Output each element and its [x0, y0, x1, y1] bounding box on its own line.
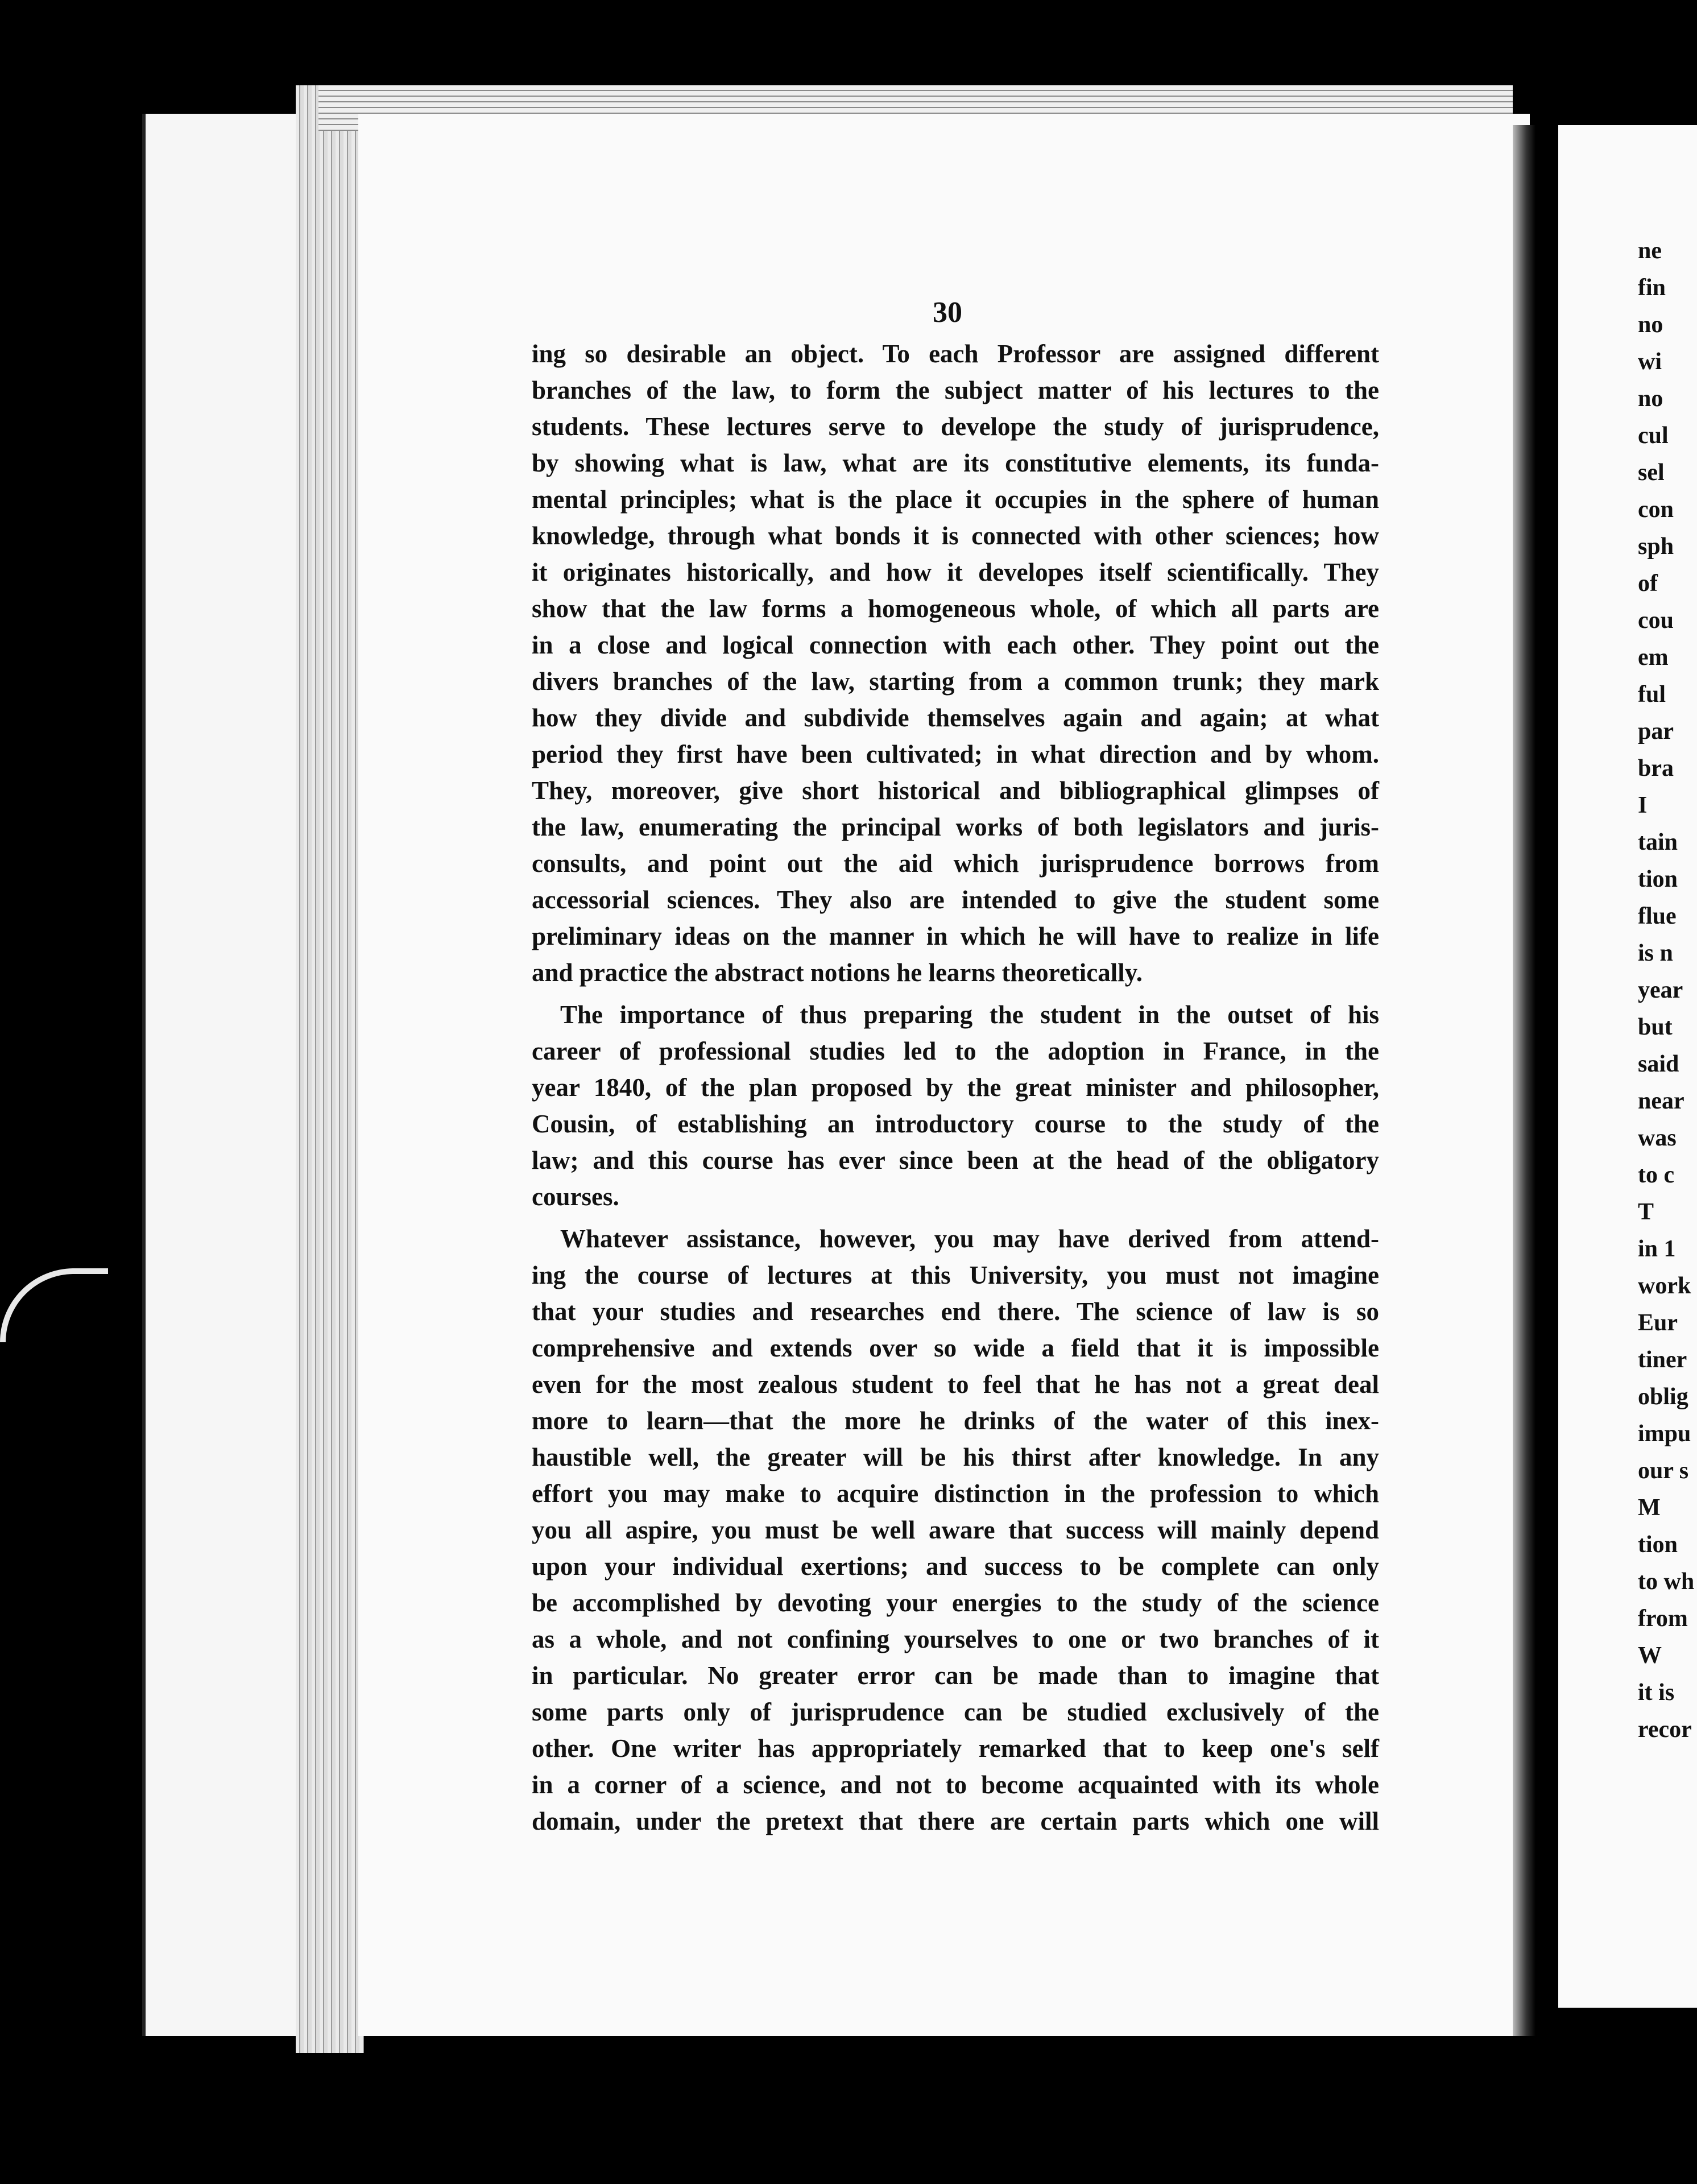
page-body-text — [532, 336, 1379, 1845]
facing-page-fragment: tain — [1638, 829, 1678, 855]
text-line: upon your individual exertions; and success to be complete can only — [532, 1552, 1379, 1581]
text-line: show that the law forms a homogeneous whole, of which all parts are — [532, 594, 1379, 623]
facing-page-fragment: from — [1638, 1606, 1688, 1632]
facing-page-fragment: fin — [1638, 275, 1666, 301]
facing-page-fragment: con — [1638, 497, 1674, 523]
text-line: by showing what is law, what are its constitutive elements, its funda- — [532, 449, 1379, 477]
facing-page-fragment: year — [1638, 977, 1683, 1003]
clip-mark — [0, 1268, 108, 1342]
book-gutter — [1513, 125, 1535, 2036]
paragraph — [532, 1221, 1379, 1839]
text-line: knowledge, through what bonds it is connected with other sciences; how — [532, 522, 1379, 550]
facing-page-fragment: to wh — [1638, 1569, 1695, 1595]
text-line: consults, and point out the aid which jurisprudence borrows from — [532, 849, 1379, 878]
text-line: in particular. No greater error can be made than to imagine that — [532, 1661, 1379, 1690]
facing-page-fragment: work — [1638, 1273, 1691, 1299]
facing-page-fragment: M — [1638, 1495, 1661, 1521]
facing-page-fragment: but — [1638, 1014, 1673, 1040]
facing-page-fragment: said — [1638, 1051, 1679, 1077]
text-line: more to learn—that the more he drinks of the water of this inex- — [532, 1407, 1379, 1435]
text-line: in a corner of a science, and not to become acquainted with its whole — [532, 1771, 1379, 1799]
page-number: 30 — [933, 296, 962, 329]
facing-page-fragment: to c — [1638, 1162, 1675, 1188]
facing-page-fragment: I — [1638, 792, 1648, 818]
text-line: mental principles; what is the place it occupies in the sphere of human — [532, 485, 1379, 514]
text-line: and practice the abstract notions he learns theoretically. — [532, 958, 1143, 987]
facing-page-fragment: sph — [1638, 533, 1674, 560]
facing-page-fragment: T — [1638, 1199, 1654, 1225]
facing-page-fragment: par — [1638, 718, 1674, 744]
text-line: ing the course of lectures at this University, you must not imagine — [532, 1261, 1379, 1289]
facing-page-fragment: W — [1638, 1643, 1662, 1669]
text-line: students. These lectures serve to develope the study of jurisprudence, — [532, 412, 1379, 441]
text-line: branches of the law, to form the subject matter of his lectures to the — [532, 376, 1379, 404]
text-line: accessorial sciences. They also are intended to give the student some — [532, 886, 1379, 914]
text-line: effort you may make to acquire distinction in the profession to which — [532, 1479, 1379, 1508]
text-line: Cousin, of establishing an introductory course to the study of the — [532, 1110, 1379, 1138]
facing-page-fragment: recor — [1638, 1716, 1692, 1743]
text-line: you all aspire, you must be well aware that success will mainly depend — [532, 1516, 1379, 1544]
facing-page-fragment: it is — [1638, 1680, 1675, 1706]
text-line: Whatever assistance, however, you may have derived from attend- — [560, 1225, 1379, 1253]
text-line: that your studies and researches end there. The science of law is so — [532, 1297, 1379, 1326]
facing-page-fragment: oblig — [1638, 1384, 1688, 1410]
facing-page-fragment: cul — [1638, 423, 1669, 449]
text-line: career of professional studies led to the adoption in France, in the — [532, 1037, 1379, 1065]
text-line: law; and this course has ever since been at the head of the obligatory — [532, 1146, 1379, 1174]
text-line: it originates historically, and how it developes itself scientifically. They — [532, 558, 1379, 586]
facing-page-fragment: our s — [1638, 1458, 1689, 1484]
facing-page-fragment: near — [1638, 1088, 1684, 1114]
facing-page-fragment: is n — [1638, 940, 1673, 966]
text-line: period they first have been cultivated; in what direction and by whom. — [532, 740, 1379, 768]
text-line: They, moreover, give short historical and bibliographical glimpses of — [532, 776, 1379, 805]
facing-page-fragment: tion — [1638, 1532, 1678, 1558]
facing-page-fragment: no — [1638, 386, 1663, 412]
paragraph — [532, 996, 1379, 1215]
text-line: year 1840, of the plan proposed by the great minister and philosopher, — [532, 1073, 1379, 1102]
facing-page-fragment: sel — [1638, 460, 1665, 486]
facing-page — [1558, 125, 1697, 2008]
text-line: in a close and logical connection with each other. They point out the — [532, 631, 1379, 659]
page-stack-edge — [296, 85, 364, 2053]
text-line: domain, under the pretext that there are certain parts which one will — [532, 1807, 1379, 1835]
facing-page-fragment: impu — [1638, 1421, 1691, 1447]
facing-page-fragment: tion — [1638, 866, 1678, 892]
facing-page-fragment: Eur — [1638, 1310, 1678, 1336]
facing-page-fragment: tiner — [1638, 1347, 1687, 1373]
facing-page-fragment: em — [1638, 644, 1669, 671]
text-line: some parts only of jurisprudence can be studied exclusively of the — [532, 1698, 1379, 1726]
facing-page-fragment: ne — [1638, 238, 1662, 264]
text-line: haustible well, the greater will be his thirst after knowledge. In any — [532, 1443, 1379, 1471]
text-line: divers branches of the law, starting from a common trunk; they mark — [532, 667, 1379, 696]
facing-page-fragment: wi — [1638, 349, 1662, 375]
text-line: other. One writer has appropriately remarked that to keep one's self — [532, 1734, 1379, 1763]
facing-page-fragment: flue — [1638, 903, 1677, 929]
facing-page-fragment: in 1 — [1638, 1236, 1676, 1262]
text-line: comprehensive and extends over so wide a field that it is impossible — [532, 1334, 1379, 1362]
text-line: preliminary ideas on the manner in which he will have to realize in life — [532, 922, 1379, 950]
text-line: be accomplished by devoting your energies to the study of the science — [532, 1589, 1379, 1617]
text-line: The importance of thus preparing the student in the outset of his — [560, 1000, 1379, 1029]
facing-page-fragment: bra — [1638, 755, 1674, 781]
text-line: how they divide and subdivide themselves again and again; at what — [532, 704, 1379, 732]
text-line: the law, enumerating the principal works of both legislators and juris- — [532, 813, 1379, 841]
facing-page-fragment: no — [1638, 312, 1663, 338]
facing-page-fragment: was — [1638, 1125, 1677, 1151]
facing-page-fragment: of — [1638, 570, 1658, 597]
facing-page-fragment: ful — [1638, 681, 1666, 708]
text-line: as a whole, and not confining yourselves to one or two branches of it — [532, 1625, 1379, 1653]
paragraph — [532, 336, 1379, 991]
text-line: ing so desirable an object. To each Professor are assigned different — [532, 340, 1379, 368]
text-line: courses. — [532, 1182, 619, 1211]
text-line: even for the most zealous student to feel that he has not a great deal — [532, 1370, 1379, 1399]
facing-page-fragment: cou — [1638, 607, 1674, 634]
